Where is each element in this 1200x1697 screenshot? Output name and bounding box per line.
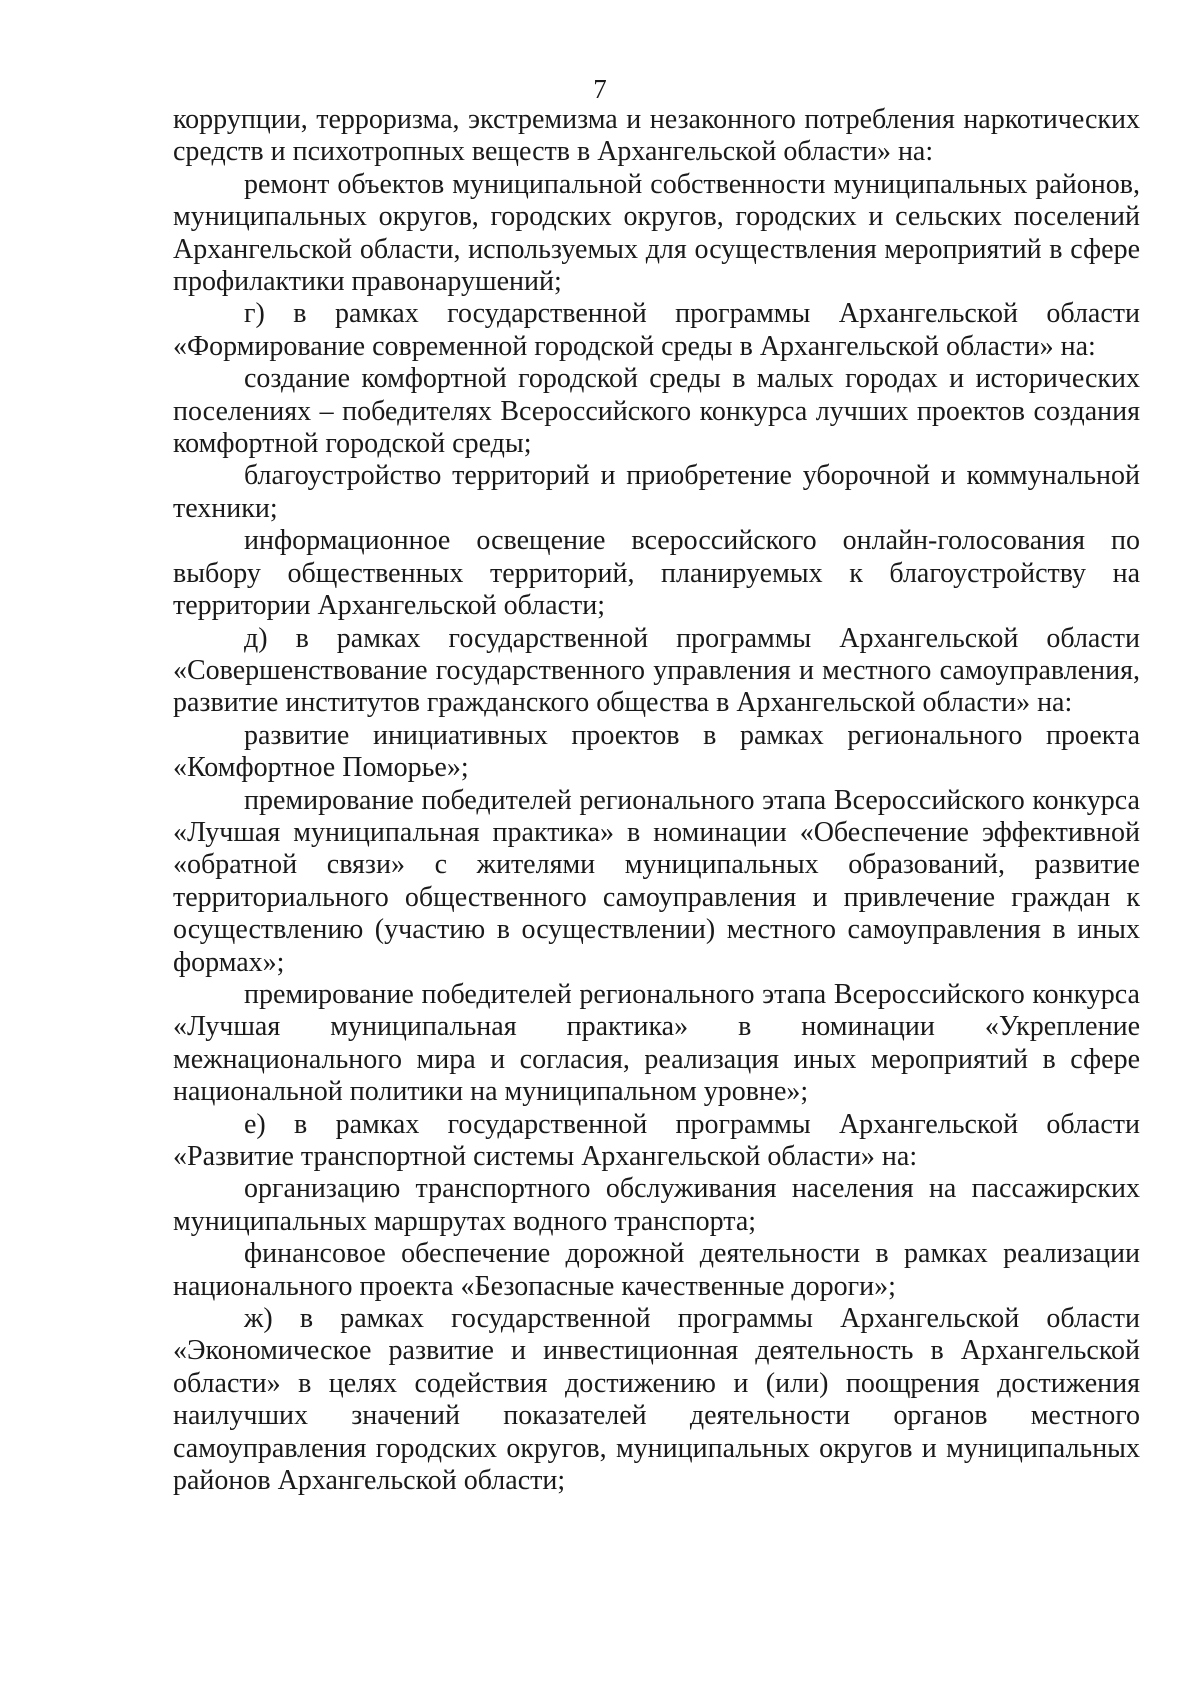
paragraph: премирование победителей регионального этапа Всероссийского конкурса «Лучшая муниципальная практика» в номинации «Обеспечение эффективной «обратной связи» с жителями муниципальных образований, развитие территориального общественного самоуправления и привлечение граждан к осуществлению (участию в осуществлении) местного самоуправления в иных формах»; (173, 784, 1140, 978)
paragraph: организацию транспортного обслуживания населения на пассажирских муниципальных маршрутах водного транспорта; (173, 1173, 1140, 1237)
paragraph: премирование победителей регионального этапа Всероссийского конкурса «Лучшая муниципальная практика» в номинации «Укрепление межнационального мира и согласия, реализация иных мероприятий в сфере национальной политики на муниципальном уровне»; (173, 978, 1140, 1108)
paragraph: ремонт объектов муниципальной собственности муниципальных районов, муниципальных округов, городских округов, городских и сельских поселений Архангельской области, используемых для осуществления мероприятий в сфере профилактики правонарушений; (173, 168, 1140, 298)
paragraph: финансовое обеспечение дорожной деятельности в рамках реализации национального проекта «Безопасные качественные дороги»; (173, 1238, 1140, 1302)
paragraph: информационное освещение всероссийского онлайн-голосования по выбору общественных территорий, планируемых к благоустройству на территории Архангельской области; (173, 525, 1140, 622)
paragraph-item-zh: ж) в рамках государственной программы Архангельской области «Экономическое развитие и инвестиционная деятельность в Архангельской области» в целях содействия достижению и (или) поощрения достижения наилучших значений показателей деятельности органов местного самоуправления городских округов, муниципальных округов и муниципальных районов Архангельской области; (173, 1303, 1140, 1497)
document-body (173, 104, 1140, 1497)
paragraph-item-e: е) в рамках государственной программы Архангельской области «Развитие транспортной системы Архангельской области» на: (173, 1108, 1140, 1172)
paragraph: благоустройство территорий и приобретение уборочной и коммунальной техники; (173, 460, 1140, 524)
paragraph-item-d: д) в рамках государственной программы Архангельской области «Совершенствование государственного управления и местного самоуправления, развитие институтов гражданского общества в Архангельской области» на: (173, 622, 1140, 719)
paragraph-item-g: г) в рамках государственной программы Архангельской области «Формирование современной городской среды в Архангельской области» на: (173, 298, 1140, 362)
paragraph-continuation: коррупции, терроризма, экстремизма и незаконного потребления наркотических средств и психотропных веществ в Архангельской области» на: (173, 104, 1140, 168)
page-number: 7 (593, 74, 607, 104)
paragraph: развитие инициативных проектов в рамках регионального проекта «Комфортное Поморье»; (173, 719, 1140, 784)
paragraph: создание комфортной городской среды в малых городах и исторических поселениях – победителях Всероссийского конкурса лучших проектов создания комфортной городской среды; (173, 363, 1140, 460)
